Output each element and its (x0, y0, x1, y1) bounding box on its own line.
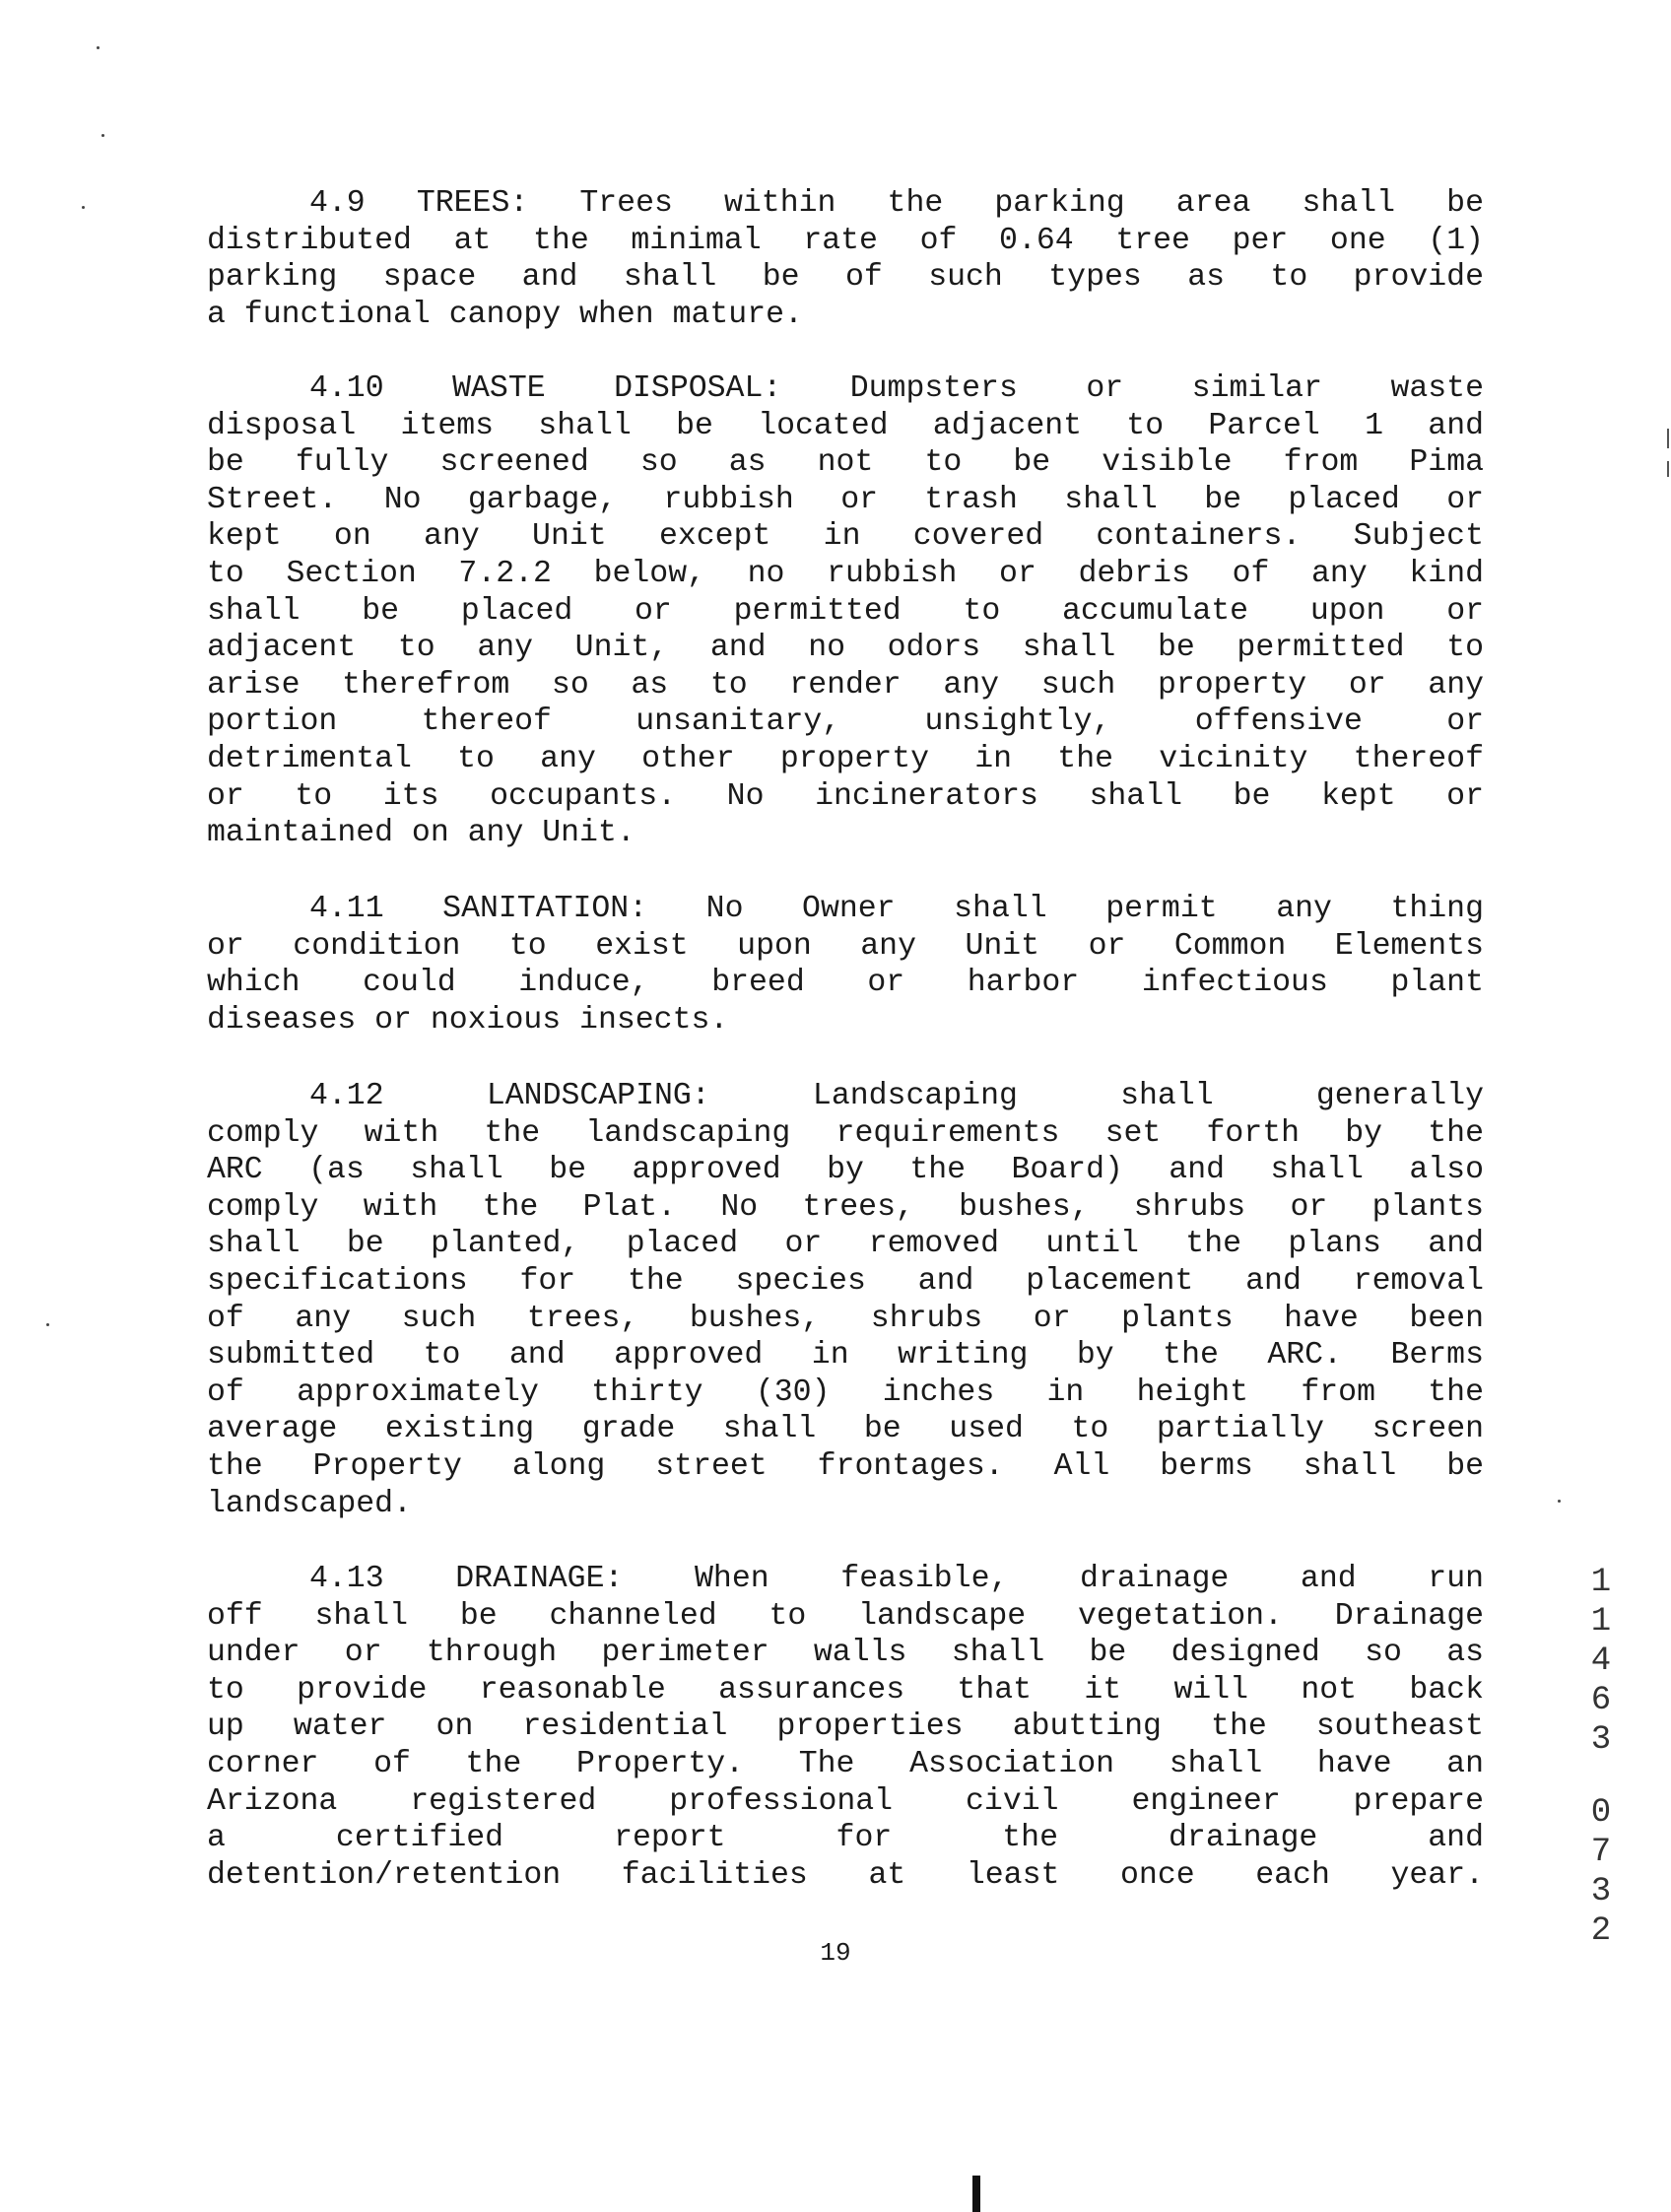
text-line: of any such trees, bushes, shrubs or plants have been (207, 1301, 1484, 1336)
text-line: ARC (as shall be approved by the Board) and shall also (207, 1153, 1484, 1188)
section-4-11-sanitation (207, 891, 1484, 1039)
text-line: 4.10 WASTE DISPOSAL: Dumpsters or similar waste (309, 371, 1484, 406)
text-line: of approximately thirty (30) inches in height from the (207, 1374, 1484, 1410)
text-line: which could induce, breed or harbor infectious plant (207, 966, 1484, 1001)
text-line: the Property along street frontages. All berms shall be (207, 1448, 1484, 1484)
scan-speck (97, 46, 100, 49)
text-line: comply with the landscaping requirements set forth by the (207, 1115, 1484, 1151)
text-line: be fully screened so as not to be visible from Pima (207, 445, 1484, 481)
text-line: 4.9 TREES: Trees within the parking area shall be (309, 186, 1484, 221)
page-number: 19 (820, 1938, 851, 1968)
stamp-digit: 6 (1590, 1682, 1612, 1719)
text-line: Arizona registered professional civil engineer prepare (207, 1783, 1484, 1819)
section-4-12-landscaping (207, 1078, 1484, 1522)
text-line: Street. No garbage, rubbish or trash shall be placed or (207, 482, 1484, 517)
stamp-digit: 3 (1590, 1721, 1612, 1759)
section-4-10-waste-disposal (207, 370, 1484, 852)
text-line: to provide reasonable assurances that it will not back (207, 1672, 1484, 1708)
text-line: detention/retention facilities at least once each year. (207, 1857, 1484, 1893)
stamp-digit: 3 (1590, 1873, 1612, 1910)
text-line: 4.13 DRAINAGE: When feasible, drainage and run (309, 1562, 1484, 1596)
section-4-9-trees (207, 185, 1484, 333)
text-line: a certified report for the drainage and (207, 1821, 1484, 1856)
text-line: or to its occupants. No incinerators shall be kept or (207, 778, 1484, 814)
text-line: diseases or noxious insects. (207, 1002, 729, 1038)
text-line: a functional canopy when mature. (207, 297, 803, 332)
scan-speck (82, 206, 85, 209)
section-4-13-drainage (207, 1561, 1484, 1894)
text-line: 4.12 LANDSCAPING: Landscaping shall generally (309, 1079, 1484, 1113)
stamp-digit: 0 (1590, 1794, 1612, 1832)
scan-speck (101, 134, 104, 137)
text-line: specifications for the species and placement and removal (207, 1263, 1484, 1299)
stamp-digit: 1 (1590, 1564, 1612, 1601)
text-line: maintained on any Unit. (207, 816, 635, 851)
text-line: or condition to exist upon any Unit or Common Elements (207, 928, 1484, 964)
text-line: to Section 7.2.2 below, no rubbish or debris of any kind (207, 556, 1484, 591)
text-line: 4.11 SANITATION: No Owner shall permit any thing (309, 892, 1484, 926)
text-line: under or through perimeter walls shall be designed so as (207, 1636, 1484, 1671)
text-line: parking space and shall be of such types as to provide (207, 260, 1484, 296)
text-line: portion thereof unsanitary, unsightly, offensive or (207, 704, 1484, 740)
scan-speck (46, 1323, 49, 1326)
stamp-digit: 7 (1590, 1834, 1612, 1871)
text-line: detrimental to any other property in the vicinity thereof (207, 741, 1484, 776)
text-line: kept on any Unit except in covered containers. Subject (207, 519, 1484, 555)
text-line: landscaped. (207, 1486, 412, 1521)
text-line: shall be planted, placed or removed until the plans and (207, 1227, 1484, 1262)
text-line: up water on residential properties abutting the southeast (207, 1709, 1484, 1745)
scan-edge-mark (972, 2176, 980, 2212)
scan-speck (1558, 1500, 1561, 1503)
text-line: off shall be channeled to landscape vegetation. Drainage (207, 1598, 1484, 1634)
text-line: corner of the Property. The Association shall have an (207, 1746, 1484, 1781)
text-line: submitted to and approved in writing by the ARC. Berms (207, 1338, 1484, 1374)
scan-edge-mark (1667, 429, 1669, 448)
text-line: arise therefrom so as to render any such property or any (207, 667, 1484, 703)
text-line: shall be placed or permitted to accumulate upon or (207, 593, 1484, 629)
scan-edge-mark (1667, 461, 1669, 477)
text-line: disposal items shall be located adjacent to Parcel 1 and (207, 408, 1484, 443)
stamp-digit: 4 (1590, 1642, 1612, 1680)
text-line: adjacent to any Unit, and no odors shall be permitted to (207, 631, 1484, 666)
recording-stamp (1586, 1563, 1616, 1951)
stamp-digit: 1 (1590, 1603, 1612, 1641)
text-line: distributed at the minimal rate of 0.64 tree per one (1) (207, 223, 1484, 258)
text-line: comply with the Plat. No trees, bushes, shrubs or plants (207, 1189, 1484, 1225)
text-line: average existing grade shall be used to partially screen (207, 1412, 1484, 1447)
stamp-digit: 2 (1590, 1912, 1612, 1950)
